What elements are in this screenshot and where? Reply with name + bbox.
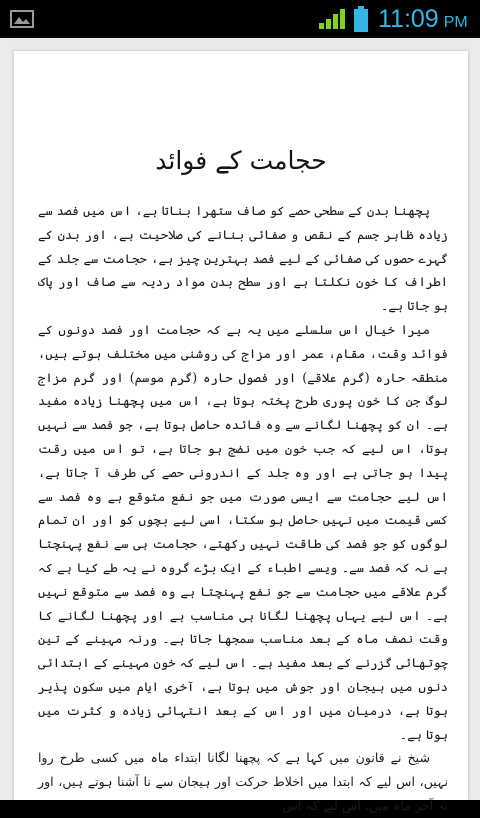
- clock-ampm: PM: [443, 14, 468, 31]
- page-body: [38, 199, 448, 818]
- paragraph: شیخ نے قانون میں کہا ہے کہ پچھنا لگانا ابتداء ماہ میں کسی طرح روا نہیں، اس لیے کہ ابتدا میں اخلاط حرکت اور ہیجان سے نا آشنا ہوتے ہیں، اور نہ آخر ماہ میں، اس لیے کہ اس: [38, 750, 448, 813]
- battery-icon: [354, 6, 368, 32]
- page-title: حجامت کے فوائد: [155, 146, 327, 175]
- paragraph: میرا خیال اس سلسلے میں یہ ہے کہ حجامت اور فصد دونوں کے فوائد وقت، مقام، عمر اور مزاج کی روشنی میں مختلف ہوتے ہیں، منطقہ حارہ (گرم علاقے) اور فصول حارہ (گرم موسم) اور گرم مزاج لوگ جن کا خون پوری طرح پختہ ہوتا ہے، اس میں پچھنا زیادہ مفید ہے۔ ان کو پچھنا لگانے سے وہ فائدہ حاصل ہوتا ہے، جو فصد سے نہیں ہوتا، اس لیے کہ جب خون میں نضج ہو جاتا ہے، تو اس میں رقت پیدا ہو جاتی ہے اور وہ جلد کے اندرونی حصے کی طرف آ جاتا ہے، اس لیے حجامت سے ایسی صورت میں جو نفع متوقع ہے وہ فصد سے کسی قیمت میں نہیں حاصل ہو سکتا، اسی لیے بچوں کو اور ان تمام لوگوں کو جو فصد کی طاقت نہیں رکھتے، حجامت ہی سے نفع پہنچتا ہے نہ کہ فصد سے۔ ویسے اطباء کے ایک بڑے گروہ نے یہ طے کیا ہے کہ گرم علاقے میں حجامت سے جو نفع پہنچتا ہے وہ فصد سے متوقع نہیں ہے۔ اس لیے یہاں پچھنا لگانا ہی مناسب ہے اور پچھنا لگانے کا وقت نصف ماہ کے بعد مناسب سمجھا جاتا ہے۔ ورنہ مہینے کے تین چوتھائی گزرنے کے بعد مفید ہے۔ اس لیے کہ خون مہینے کے ابتدائی دنوں میں ہیجان اور جوش میں ہوتا ہے، آخری ایام میں سکون پذیر ہوتا ہے، درمیان میں اور اس کے بعد انتہائی زیادہ و کثرت میں ہوتا ہے۔: [38, 321, 448, 742]
- signal-strength-icon: [318, 8, 348, 30]
- image-notification-icon[interactable]: [10, 10, 34, 28]
- clock-time: 11:09: [378, 5, 439, 33]
- status-clock: [378, 4, 468, 34]
- paragraph: پچھنا بدن کے سطحی حصے کو صاف ستھرا بناتا ہے، اس میں فصد سے زیادہ ظاہر جسم کے نقص و صفائی بنانے کی صلاحیت ہے، اور بدن کے گہرے حصوں کی صفائی کے لیے فصد بہترین چیز ہے، حجامت سے جلد کے اطراف کا خون نکلتا ہے اور سطح بدن مواد ردیہ سے صاف اور پاک ہو جاتا ہے۔: [38, 203, 448, 314]
- status-bar: [0, 0, 480, 38]
- book-page[interactable]: [14, 51, 468, 813]
